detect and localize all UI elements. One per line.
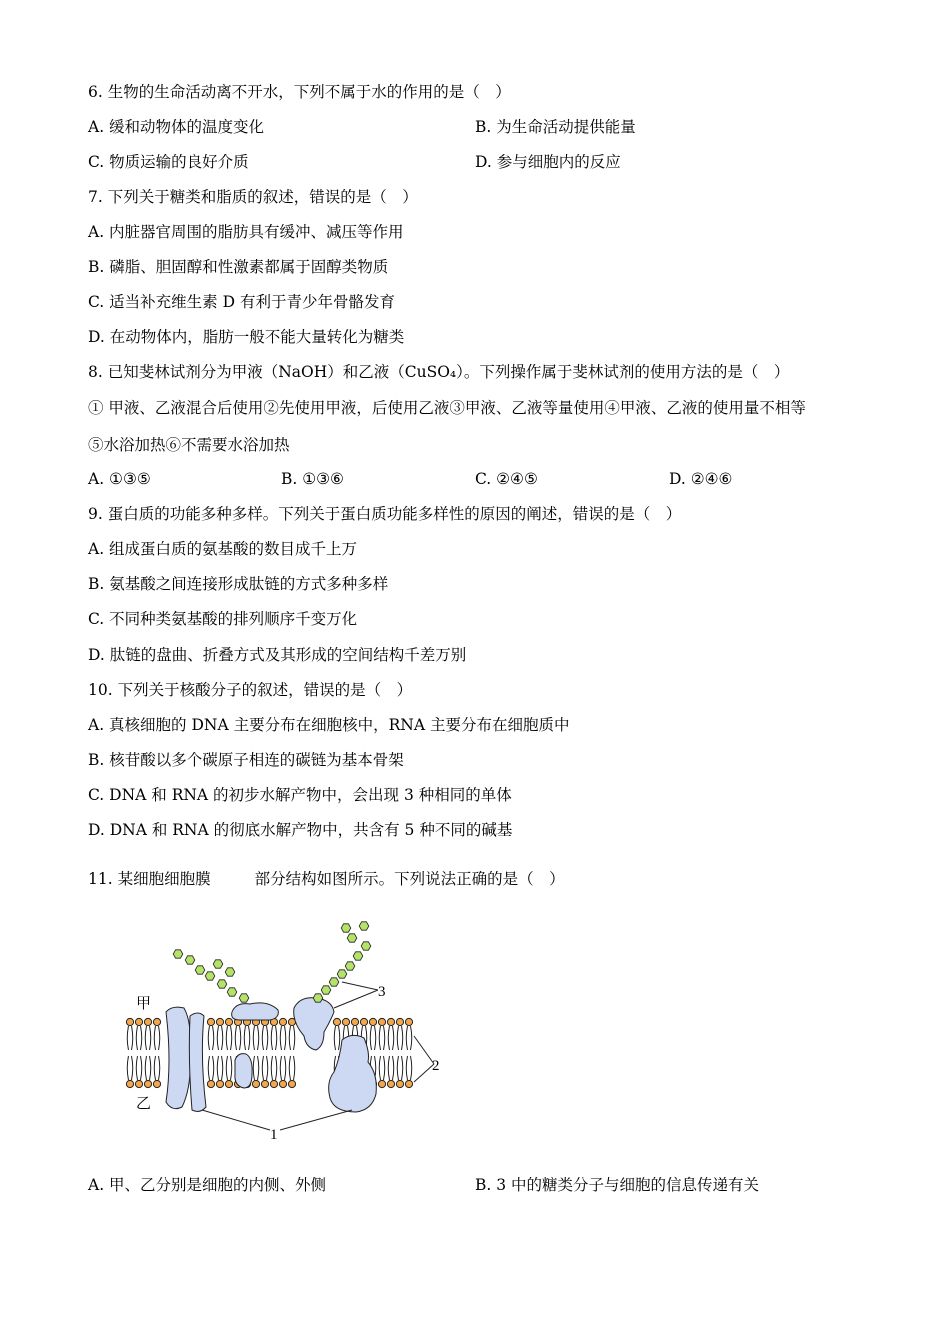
phospholipid-tail <box>141 1056 142 1080</box>
q8-stem: 8. 已知斐林试剂分为甲液（NaOH）和乙液（CuSO₄）。下列操作属于斐林试剂的使用方法的是（ ） <box>88 363 790 381</box>
phospholipid-head <box>270 1080 277 1087</box>
phospholipid-head <box>225 1018 232 1025</box>
q10-stem: 10. 下列关于核酸分子的叙述，错误的是（ ） <box>88 681 413 699</box>
phospholipid-tail <box>402 1026 403 1050</box>
glycoprotein <box>294 998 334 1050</box>
phospholipid-tail <box>276 1026 277 1050</box>
phospholipid-tail <box>294 1026 295 1050</box>
sugar-unit <box>195 966 205 974</box>
phospholipid-tail <box>271 1056 272 1080</box>
label-2: 2 <box>432 1058 440 1074</box>
label-yi: 乙 <box>136 1096 152 1112</box>
phospholipid-head <box>153 1080 160 1087</box>
label-3: 3 <box>378 984 386 1000</box>
phospholipid-head <box>144 1080 151 1087</box>
label-3-leader-a <box>342 982 378 990</box>
q10-option-d: D. DNA 和 RNA 的彻底水解产物中，共含有 5 种不同的碱基 <box>88 821 513 839</box>
phospholipid-tail <box>235 1026 236 1050</box>
phospholipid-tail <box>253 1026 254 1050</box>
phospholipid-tail <box>150 1026 151 1050</box>
phospholipid-head <box>126 1080 133 1087</box>
phospholipid-tail <box>262 1026 263 1050</box>
sugar-unit <box>337 970 347 978</box>
q6-stem: 6. 生物的生命活动离不开水，下列不属于水的作用的是（ ） <box>88 83 511 101</box>
q10-option-c: C. DNA 和 RNA 的初步水解产物中，会出现 3 种相同的单体 <box>88 786 512 804</box>
phospholipid-tail <box>136 1026 137 1050</box>
label-2-leader-a <box>414 1036 434 1064</box>
phospholipid-tail <box>244 1026 245 1050</box>
phospholipid-head <box>351 1018 358 1025</box>
q6-option-d: D. 参与细胞内的反应 <box>475 153 621 171</box>
phospholipid-tail <box>231 1026 232 1050</box>
phospholipid-tail <box>145 1056 146 1080</box>
sugar-unit <box>345 962 355 970</box>
sugar-unit <box>361 942 371 950</box>
q9-option-b: B. 氨基酸之间连接形成肽链的方式多种多样 <box>88 575 389 593</box>
phospholipid-head <box>279 1080 286 1087</box>
label-1-leader-b <box>280 1110 352 1130</box>
phospholipid-head <box>225 1080 232 1087</box>
phospholipid-tail <box>213 1056 214 1080</box>
phospholipid-tail <box>285 1056 286 1080</box>
phospholipid-tail <box>379 1056 380 1080</box>
cell-membrane-figure <box>120 912 450 1147</box>
phospholipid-head <box>387 1080 394 1087</box>
sugar-unit <box>217 980 227 988</box>
phospholipid-tail <box>132 1026 133 1050</box>
label-jia: 甲 <box>136 996 152 1012</box>
phospholipid-tail <box>208 1056 209 1080</box>
phospholipid-head <box>135 1018 142 1025</box>
phospholipid-tail <box>375 1026 376 1050</box>
q8-option-d: D. ②④⑥ <box>669 470 733 488</box>
sugar-unit <box>185 956 195 964</box>
inner-protein-small <box>235 1054 252 1088</box>
channel-protein-left <box>166 1007 190 1109</box>
phospholipid-head <box>378 1018 385 1025</box>
label-3-leader-b <box>334 990 378 1008</box>
sugar-unit <box>205 972 215 980</box>
phospholipid-tail <box>145 1026 146 1050</box>
q11-stem-part1: 11. 某细胞细胞膜 <box>88 870 211 888</box>
q6-option-a: A. 缓和动物体的温度变化 <box>88 118 265 136</box>
phospholipid-tail <box>411 1056 412 1080</box>
sugar-unit <box>313 994 323 1002</box>
phospholipid-tail <box>240 1026 241 1050</box>
label-1: 1 <box>270 1127 278 1143</box>
phospholipid-head <box>396 1018 403 1025</box>
q10-option-b: B. 核苷酸以多个碳原子相连的碳链为基本骨架 <box>88 751 404 769</box>
phospholipid-tail <box>159 1026 160 1050</box>
phospholipid-tail <box>231 1056 232 1080</box>
phospholipid-tail <box>339 1026 340 1050</box>
phospholipid-tail <box>379 1026 380 1050</box>
q9-option-a: A. 组成蛋白质的氨基酸的数目成千上万 <box>88 540 358 558</box>
phospholipid-tail <box>280 1026 281 1050</box>
phospholipid-head <box>369 1018 376 1025</box>
phospholipid-tail <box>141 1026 142 1050</box>
phospholipid-tail <box>370 1026 371 1050</box>
q6-option-b: B. 为生命活动提供能量 <box>475 118 636 136</box>
phospholipid-tail <box>222 1026 223 1050</box>
phospholipid-head <box>207 1080 214 1087</box>
channel-protein-right <box>189 1013 206 1111</box>
phospholipid-head <box>333 1018 340 1025</box>
phospholipid-tail <box>384 1026 385 1050</box>
phospholipid-head <box>216 1018 223 1025</box>
phospholipid-tail <box>388 1026 389 1050</box>
sugar-unit <box>213 960 223 968</box>
phospholipid-tail <box>226 1056 227 1080</box>
label-2-leader-b <box>414 1064 434 1082</box>
phospholipid-head <box>153 1018 160 1025</box>
inner-protein-large <box>329 1035 377 1112</box>
phospholipid-tail <box>267 1056 268 1080</box>
q8-option-b: B. ①③⑥ <box>281 470 344 488</box>
label-1-leader-a <box>202 1110 270 1130</box>
phospholipid-tail <box>154 1026 155 1050</box>
q7-option-c: C. 适当补充维生素 D 有利于青少年骨骼发育 <box>88 293 395 311</box>
phospholipid-head <box>207 1018 214 1025</box>
phospholipid-tail <box>280 1056 281 1080</box>
phospholipid-tail <box>253 1056 254 1080</box>
phospholipid-tail <box>262 1056 263 1080</box>
phospholipid-tail <box>154 1056 155 1080</box>
phospholipid-head <box>144 1018 151 1025</box>
phospholipid-tail <box>393 1056 394 1080</box>
sugar-unit <box>353 952 363 960</box>
phospholipid-head <box>252 1080 259 1087</box>
phospholipid-head <box>342 1018 349 1025</box>
phospholipid-tail <box>289 1056 290 1080</box>
phospholipid-tail <box>267 1026 268 1050</box>
q11-stem-part2: 部分结构如图所示。下列说法正确的是（ ） <box>254 870 565 888</box>
q7-option-a: A. 内脏器官周围的脂肪具有缓冲、减压等作用 <box>88 223 404 241</box>
phospholipid-tail <box>150 1056 151 1080</box>
phospholipid-tail <box>271 1026 272 1050</box>
q9-option-d: D. 肽链的盘曲、折叠方式及其形成的空间结构千差万别 <box>88 646 467 664</box>
phospholipid-head <box>288 1080 295 1087</box>
sugar-unit <box>227 988 237 996</box>
phospholipid-tail <box>132 1056 133 1080</box>
phospholipid-tail <box>384 1056 385 1080</box>
sugar-unit <box>321 986 331 994</box>
surface-protein-top <box>232 1003 279 1020</box>
phospholipid-tail <box>217 1026 218 1050</box>
phospholipid-head <box>360 1018 367 1025</box>
phospholipid-head <box>396 1080 403 1087</box>
sugar-unit <box>173 950 183 958</box>
q11-option-a: A. 甲、乙分别是细胞的内侧、外侧 <box>88 1176 327 1194</box>
sugar-unit <box>341 924 351 932</box>
phospholipid-head <box>378 1080 385 1087</box>
phospholipid-tail <box>127 1026 128 1050</box>
phospholipid-head <box>135 1080 142 1087</box>
phospholipid-tail <box>127 1056 128 1080</box>
phospholipid-tail <box>406 1056 407 1080</box>
phospholipid-tail <box>397 1056 398 1080</box>
phospholipid-tail <box>397 1026 398 1050</box>
q8-option-a: A. ①③⑤ <box>88 470 151 488</box>
phospholipid-tail <box>136 1056 137 1080</box>
phospholipid-head <box>387 1018 394 1025</box>
q11-stem <box>88 869 565 889</box>
q11-option-b: B. 3 中的糖类分子与细胞的信息传递有关 <box>475 1176 760 1194</box>
phospholipid-tail <box>393 1026 394 1050</box>
phospholipid-head <box>405 1080 412 1087</box>
phospholipid-head <box>216 1080 223 1087</box>
phospholipid-tail <box>276 1056 277 1080</box>
q6-option-c: C. 物质运输的良好介质 <box>88 153 249 171</box>
q7-option-d: D. 在动物体内，脂肪一般不能大量转化为糖类 <box>88 328 405 346</box>
phospholipid-tail <box>289 1026 290 1050</box>
sugar-unit <box>239 994 249 1002</box>
q7-stem: 7. 下列关于糖类和脂质的叙述，错误的是（ ） <box>88 188 418 206</box>
phospholipid-tail <box>159 1056 160 1080</box>
q8-items-line2: ⑤水浴加热⑥不需要水浴加热 <box>88 436 290 454</box>
phospholipid-tail <box>213 1026 214 1050</box>
sugar-unit <box>329 978 339 986</box>
phospholipid-tail <box>411 1026 412 1050</box>
phospholipid-tail <box>249 1026 250 1050</box>
phospholipid-tail <box>208 1026 209 1050</box>
q9-stem: 9. 蛋白质的功能多种多样。下列关于蛋白质功能多样性的原因的阐述，错误的是（ ） <box>88 505 682 523</box>
phospholipid-tail <box>402 1056 403 1080</box>
q8-items-line1: ① 甲液、乙液混合后使用②先使用甲液，后使用乙液③甲液、乙液等量使用④甲液、乙液的使用量不相等 <box>88 399 806 417</box>
q8-option-c: C. ②④⑤ <box>475 470 538 488</box>
phospholipid-tail <box>388 1056 389 1080</box>
phospholipid-tail <box>222 1056 223 1080</box>
phospholipid-tail <box>285 1026 286 1050</box>
phospholipid-tail <box>226 1026 227 1050</box>
phospholipid-head <box>261 1080 268 1087</box>
q9-option-c: C. 不同种类氨基酸的排列顺序千变万化 <box>88 610 358 628</box>
phospholipid-tail <box>294 1056 295 1080</box>
phospholipid-head <box>126 1018 133 1025</box>
phospholipid-tail <box>406 1026 407 1050</box>
sugar-chains <box>173 922 371 1002</box>
sugar-unit <box>347 934 357 942</box>
q10-option-a: A. 真核细胞的 DNA 主要分布在细胞核中，RNA 主要分布在细胞质中 <box>88 716 570 734</box>
sugar-unit <box>225 968 235 976</box>
sugar-unit <box>359 922 369 930</box>
phospholipid-tail <box>258 1026 259 1050</box>
phospholipid-head <box>405 1018 412 1025</box>
q7-option-b: B. 磷脂、胆固醇和性激素都属于固醇类物质 <box>88 258 389 276</box>
phospholipid-tail <box>334 1026 335 1050</box>
phospholipid-head <box>279 1018 286 1025</box>
phospholipid-tail <box>258 1056 259 1080</box>
phospholipid-tail <box>217 1056 218 1080</box>
